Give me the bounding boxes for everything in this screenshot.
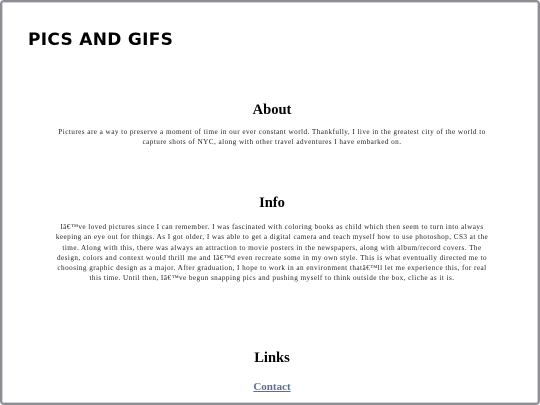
about-heading: About [252, 102, 292, 118]
site-title: PICS AND GIFS [28, 30, 174, 50]
info-section [52, 195, 492, 284]
links-heading: Links [254, 350, 290, 366]
info-text: Iâ€™ve loved pictures since I can remember. I was fascinated with coloring books as child which then seem to turn into always keeping an eye out for things. As I got older, I was able to get a digital camera and teach myself how to use photoshop, CS3 at the time. Along with this, there was always an attraction to movie posters in the newspapers, along with album/record covers. The design, colors and context would thrill me and Iâ€™d even recreate some in my own style. This is what eventually directed me to choosing graphic design as a major. After graduation, I hope to work in an environment thatâ€™ll let me experience this, for real this time. Until then, Iâ€™ve begun snapping pics and pushing myself to think outside the box, cliche as it is. [55, 223, 489, 283]
about-text: Pictures are a way to preserve a moment of time in our ever constant world. Thankfully, I live in the greatest city of the world to capture shots of NYC, along with other travel adventures I have embarked on. [58, 128, 486, 147]
about-section [52, 102, 492, 148]
contact-link[interactable]: Contact [253, 381, 291, 393]
info-heading: Info [259, 195, 285, 211]
links-section [52, 350, 492, 395]
